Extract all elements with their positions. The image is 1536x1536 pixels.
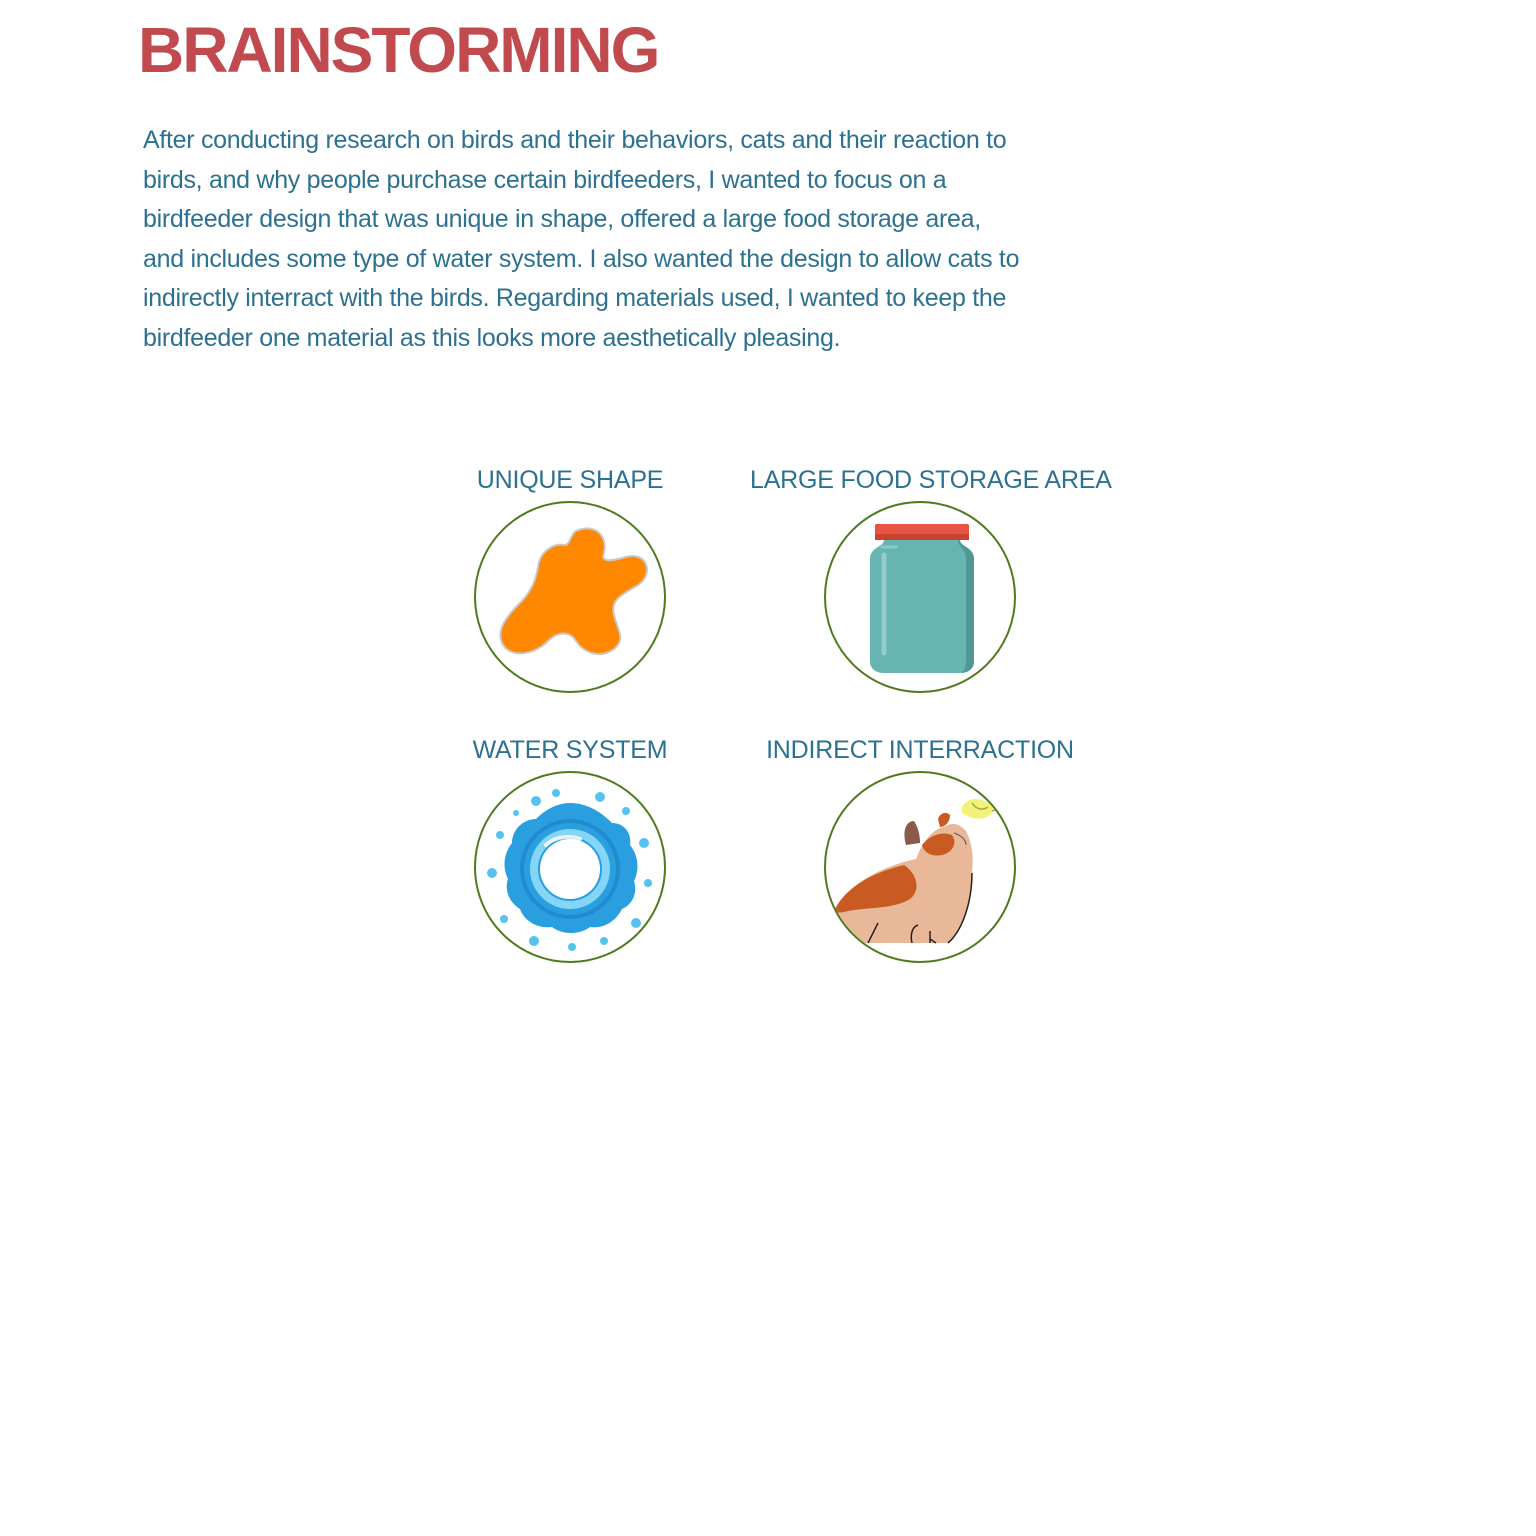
feature-indirect-interraction [750, 735, 1090, 965]
feature-circle [824, 771, 1016, 963]
cat-and-bird-icon [826, 773, 1014, 961]
feature-label: WATER SYSTEM [472, 736, 668, 764]
feature-label: INDIRECT INTERRACTION [766, 736, 1074, 764]
feature-water-system [400, 735, 740, 965]
feature-label: UNIQUE SHAPE [476, 466, 664, 494]
intro-line: After conducting research on birds and their behaviors, cats and their reaction to [143, 126, 1007, 154]
intro-line: and includes some type of water system. I also wanted the design to allow cats to [143, 244, 1020, 273]
orange-blob-icon [476, 503, 664, 691]
feature-large-food-storage [750, 465, 1112, 695]
feature-circle [824, 501, 1016, 693]
feature-circle [474, 771, 666, 963]
intro-line: birdfeeder one material as this looks more aesthetically pleasing. [143, 323, 841, 352]
intro-line: birdfeeder design that was unique in shape, offered a large food storage area, [143, 205, 981, 234]
feature-circle [474, 501, 666, 693]
water-splash-ring-icon [476, 773, 664, 961]
intro-paragraph [143, 121, 1093, 359]
intro-line: indirectly interract with the birds. Regarding materials used, I wanted to keep the [143, 284, 1007, 313]
feature-label: LARGE FOOD STORAGE AREA [750, 466, 1112, 494]
page-title: BRAINSTORMING [138, 14, 659, 86]
intro-line: birds, and why people purchase certain birdfeeders, I wanted to focus on a [143, 165, 947, 194]
jar-icon [826, 503, 1014, 691]
feature-unique-shape [400, 465, 740, 695]
